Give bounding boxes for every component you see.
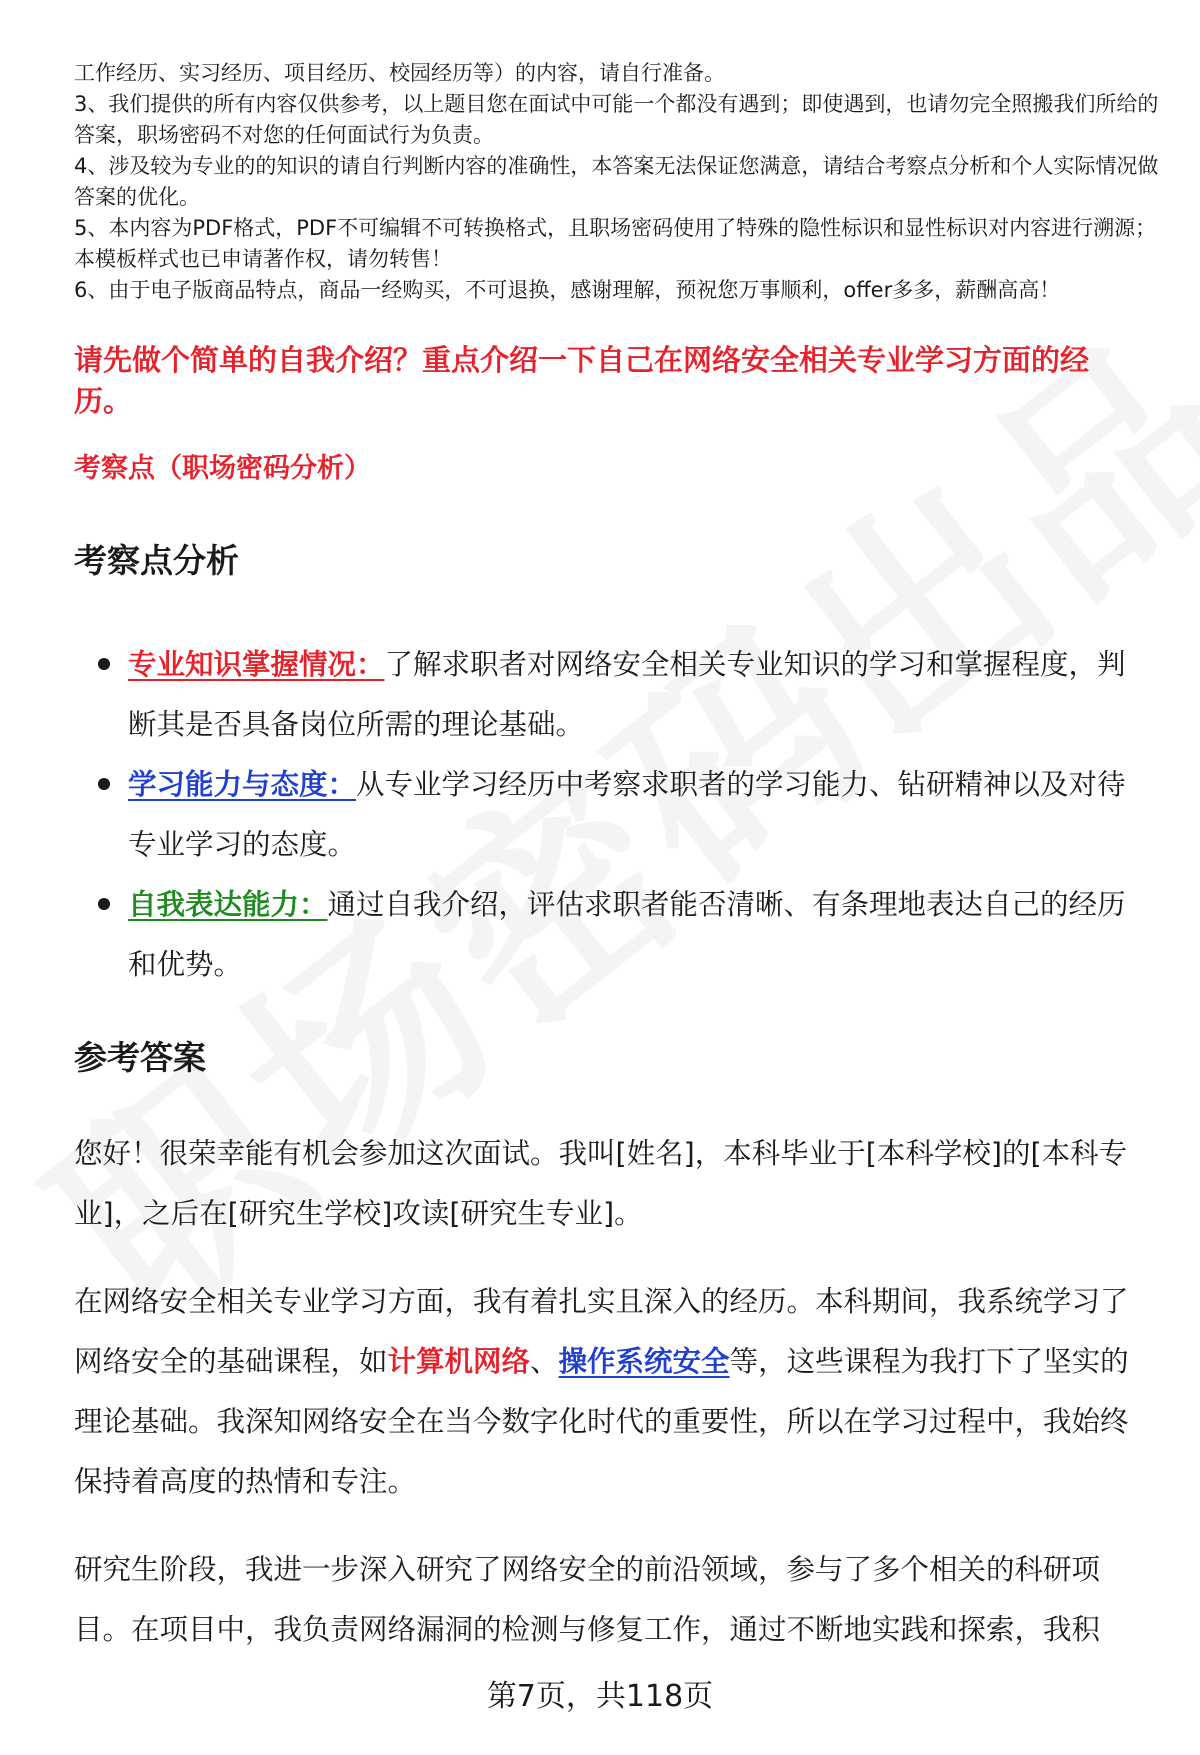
interview-question: 请先做个简单的自我介绍？重点介绍一下自己在网络安全相关专业学习方面的经历。 [74,343,1090,418]
bullet-dot-icon [98,778,110,790]
note-line: 6、由于电子版商品特点，商品一经购买，不可退换，感谢理解，预祝您万事顺利，offer多多，薪酬高高！ [74,278,1061,302]
answer-paragraph [74,1272,1156,1512]
analysis-heading: 考察点分析 [74,541,239,580]
answer-paragraph: 研究生阶段，我进一步深入研究了网络安全的前沿领域，参与了多个相关的科研项目。在项目中，我负责网络漏洞的检测与修复工作，通过不断地实践和探索，我积 [74,1553,1101,1646]
analysis-keyword: 专业知识掌握情况： [128,648,385,681]
analysis-keyword: 学习能力与态度： [128,768,357,801]
answer-separator: 、 [530,1345,559,1378]
answer-text: 等，这些课程为我打下了坚实的理论基础。我深知网络安全在当今数字化时代的重要性，所以在学习过程中，我始终保持着高度的热情和专注。 [74,1345,1129,1498]
analysis-item [74,755,1154,875]
answer-text: 在网络安全相关专业学习方面，我有着扎实且深入的经历。本科期间，我系统学习了网络安全的基础课程，如 [74,1285,1129,1378]
highlight-os-security: 操作系统安全 [558,1345,730,1378]
notes-section [74,58,1160,306]
answer-paragraph: 您好！很荣幸能有机会参加这次面试。我叫[姓名]，本科毕业于[本科学校]的[本科专业]，之后在[研究生学校]攻读[研究生专业]。 [74,1137,1128,1230]
note-line: 工作经历、实习经历、项目经历、校园经历等）的内容，请自行准备。 [74,61,725,85]
analysis-text: 从专业学习经历中考察求职者的学习能力、钻研精神以及对待专业学习的态度。 [128,768,1126,861]
highlight-computer-network: 计算机网络 [387,1345,531,1378]
answer-body [74,1124,1156,1688]
note-line: 4、涉及较为专业的的知识的请自行判断内容的准确性，本答案无法保证您满意，请结合考察点分析和个人实际情况做答案的优化。 [74,154,1159,209]
analysis-text: 了解求职者对网络安全相关专业知识的学习和掌握程度，判断其是否具备岗位所需的理论基础。 [128,648,1126,741]
note-line: 5、本内容为PDF格式，PDF不可编辑不可转换格式，且职场密码使用了特殊的隐性标识和显性标识对内容进行溯源；本模板样式也已申请著作权，请勿转售！ [74,216,1157,271]
kaocha-label: 考察点（职场密码分析） [74,453,371,484]
analysis-list [74,635,1154,995]
note-line: 3、我们提供的所有内容仅供参考，以上题目您在面试中可能一个都没有遇到；即使遇到，也请勿完全照搬我们所给的答案，职场密码不对您的任何面试行为负责。 [74,92,1159,147]
page-footer: 第7页，共118页 [486,1679,714,1714]
bullet-dot-icon [98,658,110,670]
analysis-keyword: 自我表达能力： [128,888,328,921]
bullet-dot-icon [98,898,110,910]
analysis-item [74,635,1154,755]
analysis-text: 通过自我介绍，评估求职者能否清晰、有条理地表达自己的经历和优势。 [128,888,1126,981]
answer-heading: 参考答案 [74,1038,206,1077]
analysis-item [74,875,1154,995]
